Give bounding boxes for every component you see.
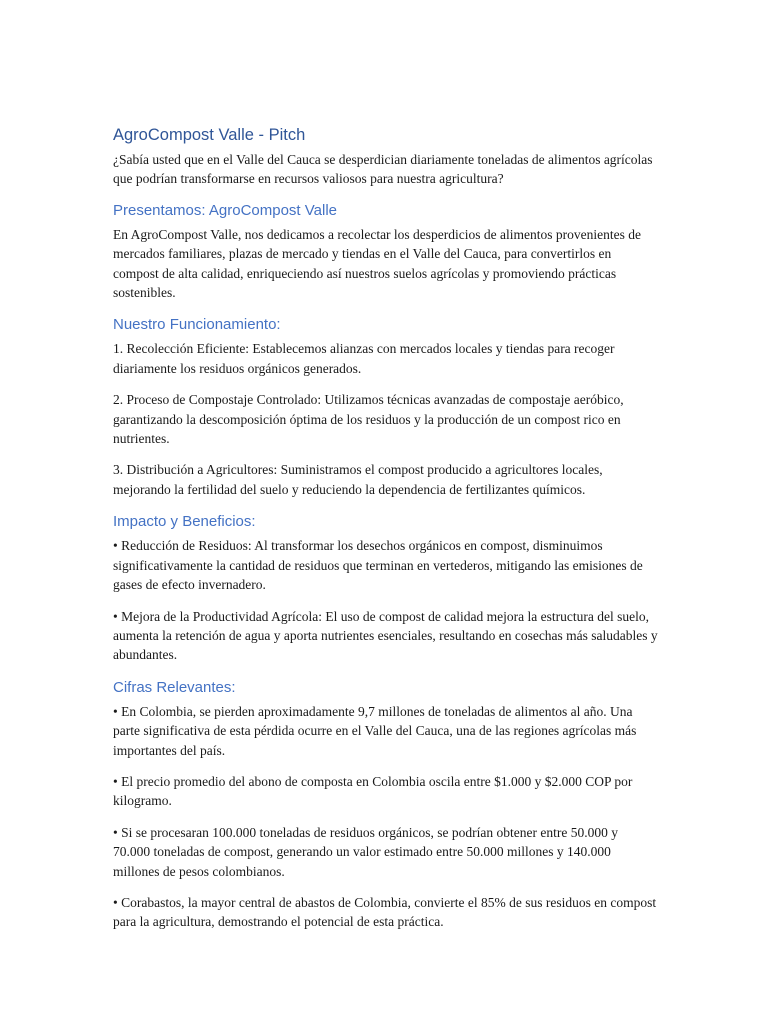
section-presentamos	[113, 201, 658, 303]
section-paragraph: • Corabastos, la mayor central de abastos de Colombia, convierte el 85% de sus residuos en compost para la agricultura, demostrando el potencial de esta práctica.	[113, 894, 657, 930]
section-paragraph: • Mejora de la Productividad Agrícola: El uso de compost de calidad mejora la estructura del suelo, aumenta la retención de agua y aporta nutrientes esenciales, resultando en cosechas más saludables y abundantes.	[113, 608, 658, 663]
section-paragraph: • Reducción de Residuos: Al transformar los desechos orgánicos en compost, disminuimos significativamente la cantidad de residuos que terminan en vertederos, mitigando las emisiones de gases de efecto invernadero.	[113, 538, 643, 593]
section-impacto	[113, 512, 658, 664]
section-cifras	[113, 678, 658, 932]
section-heading: Nuestro Funcionamiento:	[113, 316, 281, 334]
intro-paragraph: ¿Sabía usted que en el Valle del Cauca se desperdician diariamente toneladas de alimentos agrícolas que podrían transformarse en recursos valiosos para nuestra agricultura?	[113, 152, 653, 187]
section-funcionamiento	[113, 315, 658, 499]
section-paragraph: • El precio promedio del abono de composta en Colombia oscila entre $1.000 y $2.000 COP por kilogramo.	[113, 773, 633, 809]
section-paragraph: 1. Recolección Eficiente: Establecemos alianzas con mercados locales y tiendas para recoger diariamente los residuos orgánicos generados.	[113, 341, 615, 376]
section-heading: Impacto y Beneficios:	[113, 513, 256, 531]
section-heading: Presentamos: AgroCompost Valle	[113, 201, 337, 219]
section-heading: Cifras Relevantes:	[113, 678, 236, 696]
section-paragraph: En AgroCompost Valle, nos dedicamos a recolectar los desperdicios de alimentos provenientes de mercados familiares, plazas de mercado y tiendas en el Valle del Cauca, para convertirlos en compost de alta calidad, enriqueciendo así nuestros suelos agrícolas y promoviendo prácticas sostenibles.	[113, 226, 641, 301]
section-paragraph: • En Colombia, se pierden aproximadamente 9,7 millones de toneladas de alimentos al año. Una parte significativa de esta pérdida ocurre en el Valle del Cauca, una de las regiones agrícolas más importantes del país.	[113, 703, 637, 758]
section-paragraph: 3. Distribución a Agricultores: Suministramos el compost producido a agricultores locales, mejorando la fertilidad del suelo y reduciendo la dependencia de fertilizantes químicos.	[113, 462, 603, 497]
section-paragraph: 2. Proceso de Compostaje Controlado: Utilizamos técnicas avanzadas de compostaje aeróbico, garantizando la descomposición óptima de los residuos y la producción de un compost rico en nutrientes.	[113, 392, 624, 447]
section-paragraph: • Si se procesaran 100.000 toneladas de residuos orgánicos, se podrían obtener entre 50.000 y 70.000 toneladas de compost, generando un valor estimado entre 50.000 millones y 140.000 millones de pesos colombianos.	[113, 824, 618, 879]
document-page	[113, 124, 658, 944]
document-title: AgroCompost Valle - Pitch	[113, 126, 306, 144]
